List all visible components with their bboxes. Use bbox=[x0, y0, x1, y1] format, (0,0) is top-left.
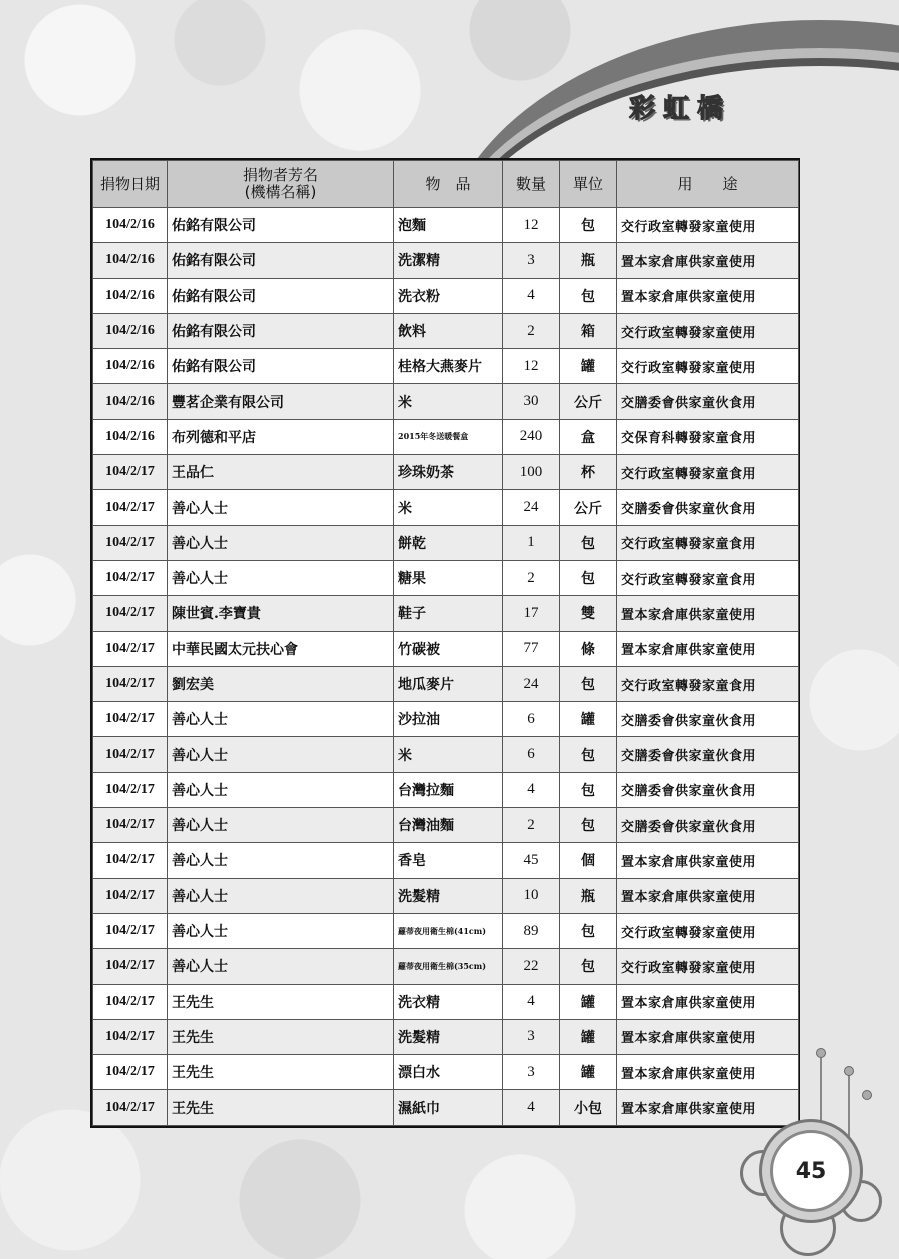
cell-unit: 杯 bbox=[560, 455, 617, 490]
cell-item: 洗髮精 bbox=[394, 878, 503, 913]
cell-donor: 陳世賓.李寶貴 bbox=[168, 596, 394, 631]
cell-qty: 2 bbox=[503, 808, 560, 843]
column-header-qty: 數量 bbox=[503, 161, 560, 208]
cell-item: 漂白水 bbox=[394, 1055, 503, 1090]
cell-qty: 100 bbox=[503, 455, 560, 490]
cell-use: 置本家倉庫供家童使用 bbox=[617, 278, 799, 313]
cell-date: 104/2/16 bbox=[93, 208, 168, 243]
cell-item: 竹碳被 bbox=[394, 631, 503, 666]
cell-unit: 個 bbox=[560, 843, 617, 878]
cell-donor: 善心人士 bbox=[168, 772, 394, 807]
cell-qty: 3 bbox=[503, 1055, 560, 1090]
table-row bbox=[93, 313, 799, 348]
table-row bbox=[93, 949, 799, 984]
cell-qty: 24 bbox=[503, 490, 560, 525]
cell-date: 104/2/17 bbox=[93, 666, 168, 701]
cell-qty: 30 bbox=[503, 384, 560, 419]
cell-qty: 12 bbox=[503, 349, 560, 384]
cell-use: 置本家倉庫供家童使用 bbox=[617, 843, 799, 878]
cell-use: 置本家倉庫供家童使用 bbox=[617, 243, 799, 278]
cell-use: 置本家倉庫供家童使用 bbox=[617, 596, 799, 631]
cell-qty: 4 bbox=[503, 278, 560, 313]
cell-date: 104/2/17 bbox=[93, 1019, 168, 1054]
table-row bbox=[93, 913, 799, 948]
cell-item: 洗衣精 bbox=[394, 984, 503, 1019]
cell-donor: 布列德和平店 bbox=[168, 419, 394, 454]
flower-bud-decoration bbox=[844, 1066, 854, 1076]
cell-date: 104/2/17 bbox=[93, 984, 168, 1019]
cell-use: 交保育科轉發家童食用 bbox=[617, 419, 799, 454]
cell-donor: 王先生 bbox=[168, 1019, 394, 1054]
cell-item: 米 bbox=[394, 384, 503, 419]
cell-donor: 王先生 bbox=[168, 984, 394, 1019]
cell-qty: 2 bbox=[503, 560, 560, 595]
cell-item: 2015年冬送暖餐盒 bbox=[394, 419, 503, 454]
cell-use: 交行政室轉發家童使用 bbox=[617, 313, 799, 348]
cell-qty: 2 bbox=[503, 313, 560, 348]
cell-item: 台灣油麵 bbox=[394, 808, 503, 843]
cell-date: 104/2/17 bbox=[93, 843, 168, 878]
cell-donor: 善心人士 bbox=[168, 878, 394, 913]
cell-unit: 罐 bbox=[560, 984, 617, 1019]
cell-donor: 劉宏美 bbox=[168, 666, 394, 701]
table-row bbox=[93, 984, 799, 1019]
table-row bbox=[93, 384, 799, 419]
column-header-donor-line1: 捐物者芳名 bbox=[242, 166, 318, 184]
cell-item: 蘿蒂夜用衛生棉(41cm) bbox=[394, 913, 503, 948]
cell-donor: 善心人士 bbox=[168, 702, 394, 737]
cell-use: 交膳委會供家童伙食用 bbox=[617, 737, 799, 772]
cell-date: 104/2/17 bbox=[93, 1090, 168, 1125]
cell-unit: 罐 bbox=[560, 1055, 617, 1090]
table-row bbox=[93, 455, 799, 490]
cell-item: 珍珠奶茶 bbox=[394, 455, 503, 490]
table-row bbox=[93, 631, 799, 666]
cell-use: 交膳委會供家童伙食用 bbox=[617, 702, 799, 737]
cell-unit: 包 bbox=[560, 208, 617, 243]
cell-qty: 24 bbox=[503, 666, 560, 701]
table-header bbox=[93, 161, 799, 208]
cell-date: 104/2/17 bbox=[93, 1055, 168, 1090]
cell-donor: 佑銘有限公司 bbox=[168, 243, 394, 278]
cell-qty: 89 bbox=[503, 913, 560, 948]
cell-qty: 6 bbox=[503, 737, 560, 772]
cell-unit: 包 bbox=[560, 666, 617, 701]
cell-date: 104/2/17 bbox=[93, 913, 168, 948]
cell-unit: 盒 bbox=[560, 419, 617, 454]
table-row bbox=[93, 843, 799, 878]
page-number: 45 bbox=[770, 1130, 852, 1212]
cell-use: 交行政室轉發家童使用 bbox=[617, 913, 799, 948]
cell-qty: 240 bbox=[503, 419, 560, 454]
table-row bbox=[93, 737, 799, 772]
table-row bbox=[93, 1019, 799, 1054]
cell-use: 交膳委會供家童伙食用 bbox=[617, 808, 799, 843]
cell-donor: 善心人士 bbox=[168, 490, 394, 525]
cell-date: 104/2/17 bbox=[93, 949, 168, 984]
cell-item: 洗衣粉 bbox=[394, 278, 503, 313]
table-header-row bbox=[93, 161, 799, 208]
cell-item: 米 bbox=[394, 737, 503, 772]
column-header-item: 物 品 bbox=[394, 161, 503, 208]
cell-item: 蘿蒂夜用衛生棉(35cm) bbox=[394, 949, 503, 984]
cell-item: 飲料 bbox=[394, 313, 503, 348]
cell-unit: 包 bbox=[560, 913, 617, 948]
flower-bud-decoration bbox=[816, 1048, 826, 1058]
cell-item: 泡麵 bbox=[394, 208, 503, 243]
cell-use: 置本家倉庫供家童使用 bbox=[617, 984, 799, 1019]
cell-item: 沙拉油 bbox=[394, 702, 503, 737]
cell-donor: 王先生 bbox=[168, 1055, 394, 1090]
cell-unit: 箱 bbox=[560, 313, 617, 348]
cell-donor: 中華民國太元扶心會 bbox=[168, 631, 394, 666]
cell-date: 104/2/16 bbox=[93, 384, 168, 419]
cell-date: 104/2/17 bbox=[93, 490, 168, 525]
cell-date: 104/2/17 bbox=[93, 560, 168, 595]
cell-qty: 3 bbox=[503, 243, 560, 278]
cell-use: 交行政室轉發家童食用 bbox=[617, 560, 799, 595]
cell-donor: 善心人士 bbox=[168, 949, 394, 984]
cell-donor: 善心人士 bbox=[168, 913, 394, 948]
cell-date: 104/2/16 bbox=[93, 313, 168, 348]
table-row bbox=[93, 702, 799, 737]
cell-item: 台灣拉麵 bbox=[394, 772, 503, 807]
cell-item: 洗潔精 bbox=[394, 243, 503, 278]
table-row bbox=[93, 596, 799, 631]
cell-qty: 4 bbox=[503, 1090, 560, 1125]
cell-qty: 12 bbox=[503, 208, 560, 243]
table-row bbox=[93, 1090, 799, 1125]
cell-use: 交行政室轉發家童食用 bbox=[617, 666, 799, 701]
column-header-donor-line2: (機構名稱) bbox=[244, 183, 317, 201]
cell-item: 糖果 bbox=[394, 560, 503, 595]
cell-unit: 包 bbox=[560, 560, 617, 595]
cell-qty: 17 bbox=[503, 596, 560, 631]
cell-item: 米 bbox=[394, 490, 503, 525]
cell-date: 104/2/17 bbox=[93, 878, 168, 913]
cell-date: 104/2/16 bbox=[93, 419, 168, 454]
cell-date: 104/2/17 bbox=[93, 702, 168, 737]
cell-donor: 王品仁 bbox=[168, 455, 394, 490]
cell-item: 鞋子 bbox=[394, 596, 503, 631]
table-row bbox=[93, 349, 799, 384]
cell-qty: 22 bbox=[503, 949, 560, 984]
cell-use: 置本家倉庫供家童使用 bbox=[617, 878, 799, 913]
cell-donor: 善心人士 bbox=[168, 843, 394, 878]
cell-use: 交膳委會供家童伙食用 bbox=[617, 490, 799, 525]
cell-date: 104/2/16 bbox=[93, 278, 168, 313]
cell-unit: 公斤 bbox=[560, 384, 617, 419]
cell-use: 交行政室轉發家童使用 bbox=[617, 949, 799, 984]
cell-qty: 3 bbox=[503, 1019, 560, 1054]
column-header-date: 捐物日期 bbox=[93, 161, 168, 208]
cell-use: 交行政室轉發家童使用 bbox=[617, 349, 799, 384]
table-row bbox=[93, 666, 799, 701]
cell-use: 置本家倉庫供家童使用 bbox=[617, 1090, 799, 1125]
flower-stem-decoration bbox=[820, 1050, 822, 1140]
cell-donor: 善心人士 bbox=[168, 560, 394, 595]
cell-item: 濕紙巾 bbox=[394, 1090, 503, 1125]
cell-unit: 包 bbox=[560, 808, 617, 843]
cell-unit: 包 bbox=[560, 772, 617, 807]
table-row bbox=[93, 808, 799, 843]
cell-date: 104/2/17 bbox=[93, 808, 168, 843]
cell-use: 置本家倉庫供家童使用 bbox=[617, 1019, 799, 1054]
cell-date: 104/2/17 bbox=[93, 772, 168, 807]
cell-date: 104/2/16 bbox=[93, 243, 168, 278]
cell-qty: 4 bbox=[503, 772, 560, 807]
cell-unit: 瓶 bbox=[560, 878, 617, 913]
cell-qty: 10 bbox=[503, 878, 560, 913]
cell-unit: 小包 bbox=[560, 1090, 617, 1125]
cell-donor: 佑銘有限公司 bbox=[168, 208, 394, 243]
table-row bbox=[93, 560, 799, 595]
cell-date: 104/2/17 bbox=[93, 525, 168, 560]
cell-use: 交行政室轉發家童使用 bbox=[617, 208, 799, 243]
cell-unit: 罐 bbox=[560, 349, 617, 384]
table-row bbox=[93, 1055, 799, 1090]
cell-use: 交行政室轉發家童食用 bbox=[617, 525, 799, 560]
cell-unit: 罐 bbox=[560, 702, 617, 737]
column-header-donor bbox=[168, 161, 394, 208]
cell-donor: 佑銘有限公司 bbox=[168, 313, 394, 348]
cell-use: 交膳委會供家童伙食用 bbox=[617, 772, 799, 807]
cell-unit: 雙 bbox=[560, 596, 617, 631]
cell-date: 104/2/17 bbox=[93, 596, 168, 631]
cell-date: 104/2/17 bbox=[93, 455, 168, 490]
cell-qty: 1 bbox=[503, 525, 560, 560]
cell-date: 104/2/17 bbox=[93, 631, 168, 666]
page-header-title: 彩虹橋 bbox=[628, 94, 731, 124]
cell-unit: 包 bbox=[560, 737, 617, 772]
cell-use: 交膳委會供家童伙食用 bbox=[617, 384, 799, 419]
cell-item: 餅乾 bbox=[394, 525, 503, 560]
cell-unit: 瓶 bbox=[560, 243, 617, 278]
flower-stem-decoration bbox=[848, 1070, 850, 1140]
cell-unit: 條 bbox=[560, 631, 617, 666]
cell-donor: 佑銘有限公司 bbox=[168, 349, 394, 384]
column-header-use: 用 途 bbox=[617, 161, 799, 208]
cell-qty: 77 bbox=[503, 631, 560, 666]
cell-use: 置本家倉庫供家童使用 bbox=[617, 1055, 799, 1090]
table-row bbox=[93, 525, 799, 560]
cell-donor: 善心人士 bbox=[168, 808, 394, 843]
cell-item: 洗髮精 bbox=[394, 1019, 503, 1054]
table-row bbox=[93, 243, 799, 278]
table-row bbox=[93, 278, 799, 313]
cell-unit: 公斤 bbox=[560, 490, 617, 525]
cell-donor: 佑銘有限公司 bbox=[168, 278, 394, 313]
cell-unit: 包 bbox=[560, 278, 617, 313]
table-row bbox=[93, 419, 799, 454]
cell-use: 置本家倉庫供家童使用 bbox=[617, 631, 799, 666]
cell-date: 104/2/16 bbox=[93, 349, 168, 384]
flower-bud-decoration bbox=[862, 1090, 872, 1100]
cell-donor: 善心人士 bbox=[168, 525, 394, 560]
table-row bbox=[93, 208, 799, 243]
column-header-unit: 單位 bbox=[560, 161, 617, 208]
cell-donor: 王先生 bbox=[168, 1090, 394, 1125]
cell-qty: 6 bbox=[503, 702, 560, 737]
cell-unit: 罐 bbox=[560, 1019, 617, 1054]
table-row bbox=[93, 878, 799, 913]
donation-table bbox=[92, 160, 799, 1126]
cell-unit: 包 bbox=[560, 525, 617, 560]
cell-donor: 善心人士 bbox=[168, 737, 394, 772]
cell-item: 桂格大燕麥片 bbox=[394, 349, 503, 384]
table-row bbox=[93, 490, 799, 525]
cell-donor: 豐茗企業有限公司 bbox=[168, 384, 394, 419]
cell-item: 香皂 bbox=[394, 843, 503, 878]
cell-use: 交行政室轉發家童食用 bbox=[617, 455, 799, 490]
table-row bbox=[93, 772, 799, 807]
cell-qty: 45 bbox=[503, 843, 560, 878]
cell-qty: 4 bbox=[503, 984, 560, 1019]
cell-unit: 包 bbox=[560, 949, 617, 984]
donation-table-container bbox=[90, 158, 800, 1128]
cell-date: 104/2/17 bbox=[93, 737, 168, 772]
cell-item: 地瓜麥片 bbox=[394, 666, 503, 701]
table-body bbox=[93, 208, 799, 1126]
